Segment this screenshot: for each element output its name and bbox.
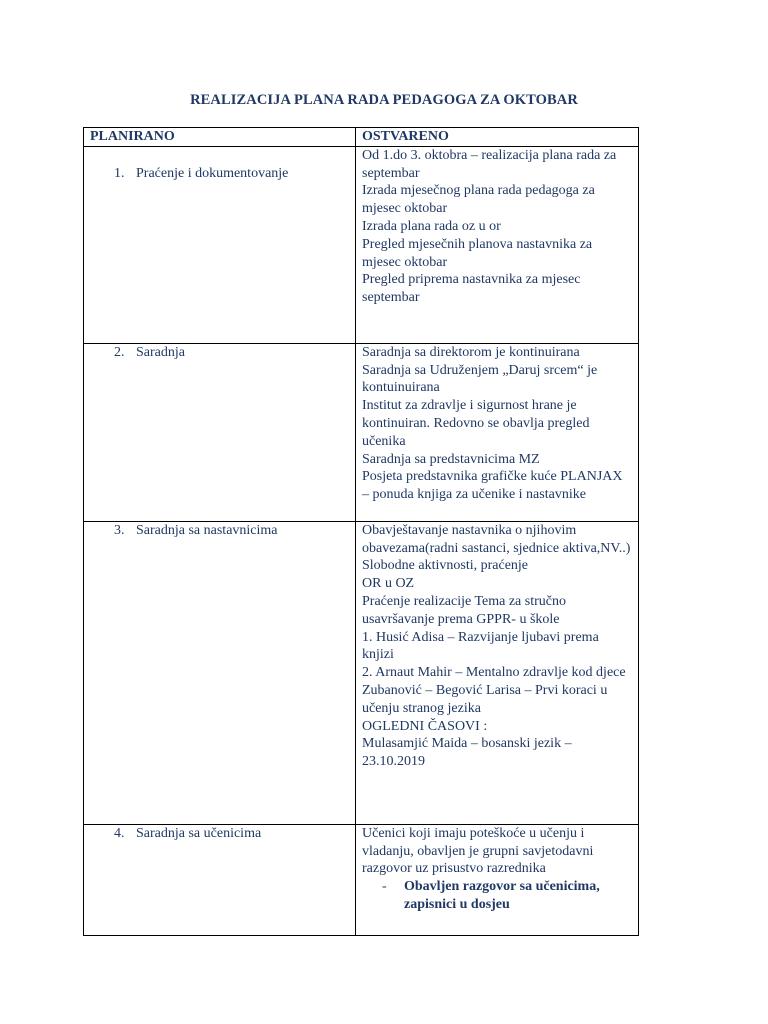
item-number: 1. — [114, 165, 125, 181]
planned-item — [90, 165, 349, 183]
bold-list — [362, 878, 632, 914]
planned-cell — [84, 521, 356, 824]
done-line: Zubanović – Begović Larisa – Prvi koraci u učenju stranog jezika — [362, 682, 608, 716]
done-cell — [356, 343, 639, 521]
done-line: Mulasamjić Maida – bosanski jezik – 23.10.2019 — [362, 736, 572, 770]
planned-item — [90, 522, 349, 540]
planned-cell — [84, 824, 356, 935]
header-ostvareno: OSTVARENO — [356, 128, 639, 147]
done-line: Pregled mjesečnih planova nastavnika za mjesec oktobar — [362, 236, 593, 270]
done-line: Izrada plana rada oz u or — [362, 218, 501, 234]
planned-cell — [84, 146, 356, 343]
done-line: 2. Arnaut Mahir – Mentalno zdravlje kod djece — [362, 665, 626, 681]
done-cell — [356, 824, 639, 935]
done-line: OGLEDNI ČASOVI : — [362, 718, 488, 734]
item-number: 2. — [114, 344, 125, 360]
plan-table — [83, 127, 639, 936]
done-line: Saradnja sa Udruženjem „Daruj srcem“ je kontuinuirana — [362, 362, 598, 396]
table-row — [84, 343, 639, 521]
list-item: - Obavljen razgovor sa učenicima, zapisnici u dosjeu — [382, 878, 632, 914]
done-line: Izrada mjesečnog plana rada pedagoga za mjesec oktobar — [362, 183, 595, 217]
done-line: Institut za zdravlje i sigurnost hrane je kontinuiran. Redovno se obavlja pregled učenika — [362, 398, 590, 449]
planned-label: Saradnja — [136, 344, 185, 360]
planned-label: Saradnja sa učenicima — [136, 825, 262, 841]
done-line: Praćenje realizacije Tema za stručno usavršavanje prema GPPR- u škole — [362, 593, 566, 627]
done-line: Posjeta predstavnika grafičke kuće PLANJAX – ponuda knjiga za učenike i nastavnike — [362, 469, 623, 503]
planned-cell — [84, 343, 356, 521]
done-cell — [356, 521, 639, 824]
done-cell — [356, 146, 639, 343]
table-header-row — [84, 128, 639, 147]
table-row — [84, 521, 639, 824]
done-line: Pregled priprema nastavnika za mjesec septembar — [362, 272, 581, 306]
done-line: Od 1.do 3. oktobra – realizacija plana rada za septembar — [362, 147, 617, 181]
item-number: 3. — [114, 522, 125, 538]
done-line: Obavještavanje nastavnika o njihovim obavezama(radni sastanci, sjednice aktiva,NV..) — [362, 522, 631, 556]
document-title: REALIZACIJA PLANA RADA PEDAGOGA ZA OKTOBAR — [190, 92, 578, 108]
done-line: OR u OZ — [362, 576, 415, 592]
header-planirano: PLANIRANO — [84, 128, 356, 147]
done-line: Saradnja sa direktorom je kontinuirana — [362, 344, 580, 360]
done-line: 1. Husić Adisa – Razvijanje ljubavi prema knjizi — [362, 629, 599, 663]
done-line: Učenici koji imaju poteškoće u učenju i vladanju, obavljen je grupni savjetodavni razgovor uz prisustvo razrednika — [362, 825, 594, 877]
done-line: Saradnja sa predstavnicima MZ — [362, 451, 540, 467]
table-row — [84, 146, 639, 343]
planned-label: Saradnja sa nastavnicima — [136, 522, 278, 538]
done-line: Slobodne aktivnosti, praćenje — [362, 558, 529, 574]
table-row — [84, 824, 639, 935]
planned-label: Praćenje i dokumentovanje — [136, 165, 289, 181]
planned-item — [90, 825, 349, 843]
item-number: 4. — [114, 825, 125, 841]
planned-item — [90, 344, 349, 362]
